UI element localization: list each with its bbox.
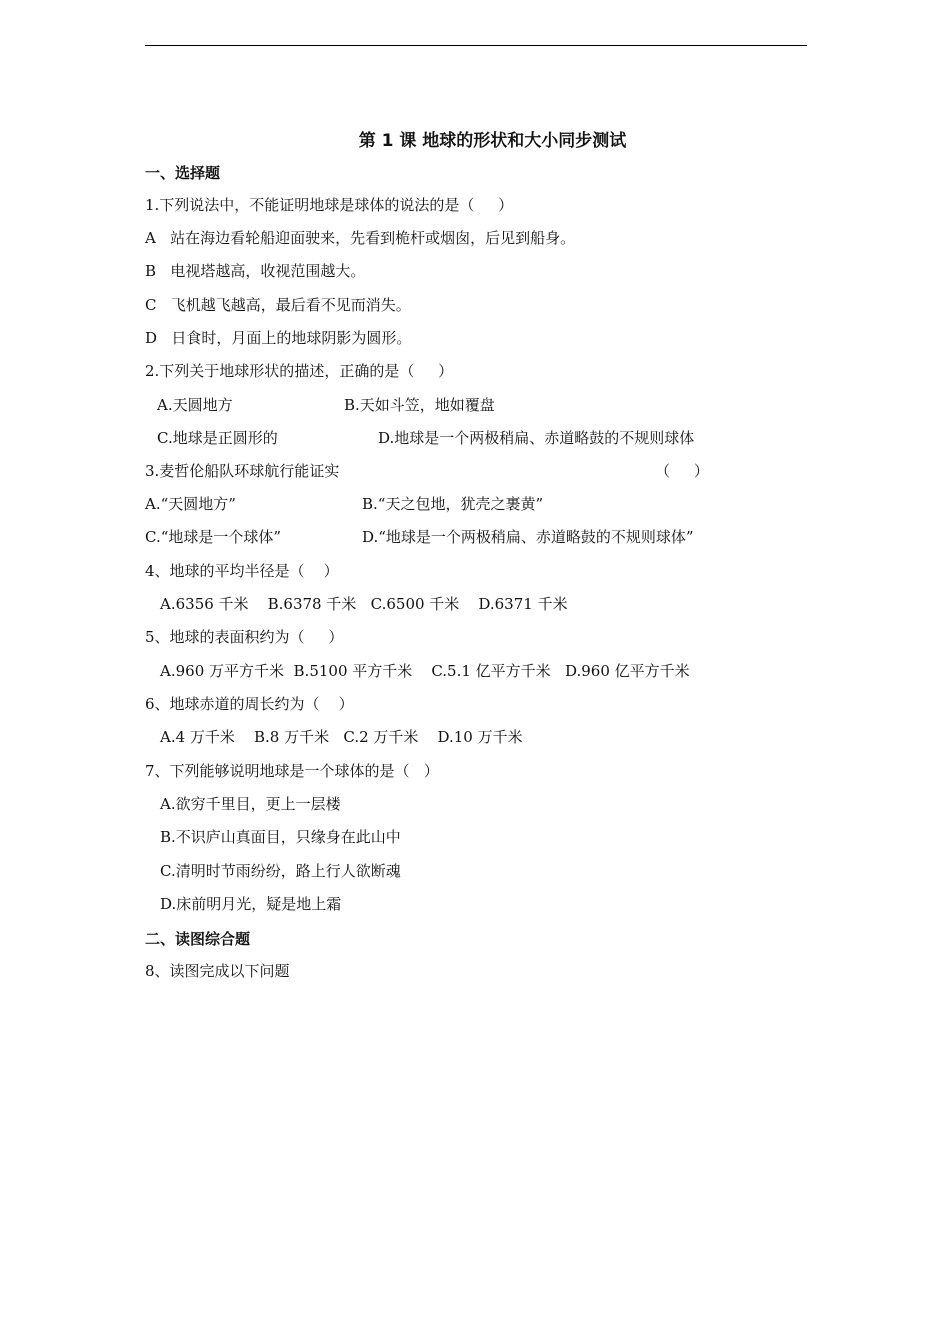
question-8-stem: 8、读图完成以下问题 [145,962,290,980]
question-3-stem: 3.麦哲伦船队环球航行能证实 [145,462,340,480]
question-1-option-c: C 飞机越飞越高，最后看不见而消失。 [145,296,411,314]
question-7-option-b: B.不识庐山真面目，只缘身在此山中 [160,828,401,846]
question-3-answer-paren: （ ） [655,462,709,480]
question-7-option-d: D.床前明月光，疑是地上霜 [160,895,342,913]
question-1-stem: 1.下列说法中，不能证明地球是球体的说法的是（ ） [145,196,514,214]
question-3-option-a: A.“天圆地方” [145,495,236,513]
question-4-stem: 4、地球的平均半径是（ ） [145,562,339,580]
question-3-option-b: B.“天之包地，犹壳之裹黄” [362,495,544,513]
question-1-option-d: D 日食时，月面上的地球阴影为圆形。 [145,329,412,347]
question-7-option-c: C.清明时节雨纷纷，路上行人欲断魂 [160,862,401,880]
question-7-option-a: A.欲穷千里目，更上一层楼 [160,795,341,813]
question-6-stem: 6、地球赤道的周长约为（ ） [145,695,354,713]
question-1-option-a: A 站在海边看轮船迎面驶来，先看到桅杆或烟囱，后见到船身。 [145,229,576,247]
question-4-options: A.6356 千米 B.6378 千米 C.6500 千米 D.6371 千米 [160,595,568,613]
question-2-option-c: C.地球是正圆形的 [157,429,278,447]
page-title: 第 1 课 地球的形状和大小同步测试 [358,131,627,151]
question-2-option-d: D.地球是一个两极稍扁、赤道略鼓的不规则球体 [378,429,695,447]
question-7-stem: 7、下列能够说明地球是一个球体的是（ ） [145,762,439,780]
question-2-option-a: A.天圆地方 [157,396,233,414]
question-1-option-b: B 电视塔越高，收视范围越大。 [145,262,366,280]
question-2-option-b: B.天如斗笠，地如覆盘 [344,396,495,414]
question-2-stem: 2.下列关于地球形状的描述，正确的是（ ） [145,362,454,380]
question-3-option-c: C.“地球是一个球体” [145,528,282,546]
question-6-options: A.4 万千米 B.8 万千米 C.2 万千米 D.10 万千米 [160,728,523,746]
question-5-options: A.960 万平方千米 B.5100 平方千米 C.5.1 亿平方千米 D.960 亿平方千米 [160,662,690,680]
section-heading-map-reading: 二、读图综合题 [145,930,251,948]
question-3-option-d: D.“地球是一个两极稍扁、赤道略鼓的不规则球体” [362,528,694,546]
section-heading-multiple-choice: 一、选择题 [145,164,221,182]
question-5-stem: 5、地球的表面积约为（ ） [145,628,344,646]
header-rule [145,45,807,46]
